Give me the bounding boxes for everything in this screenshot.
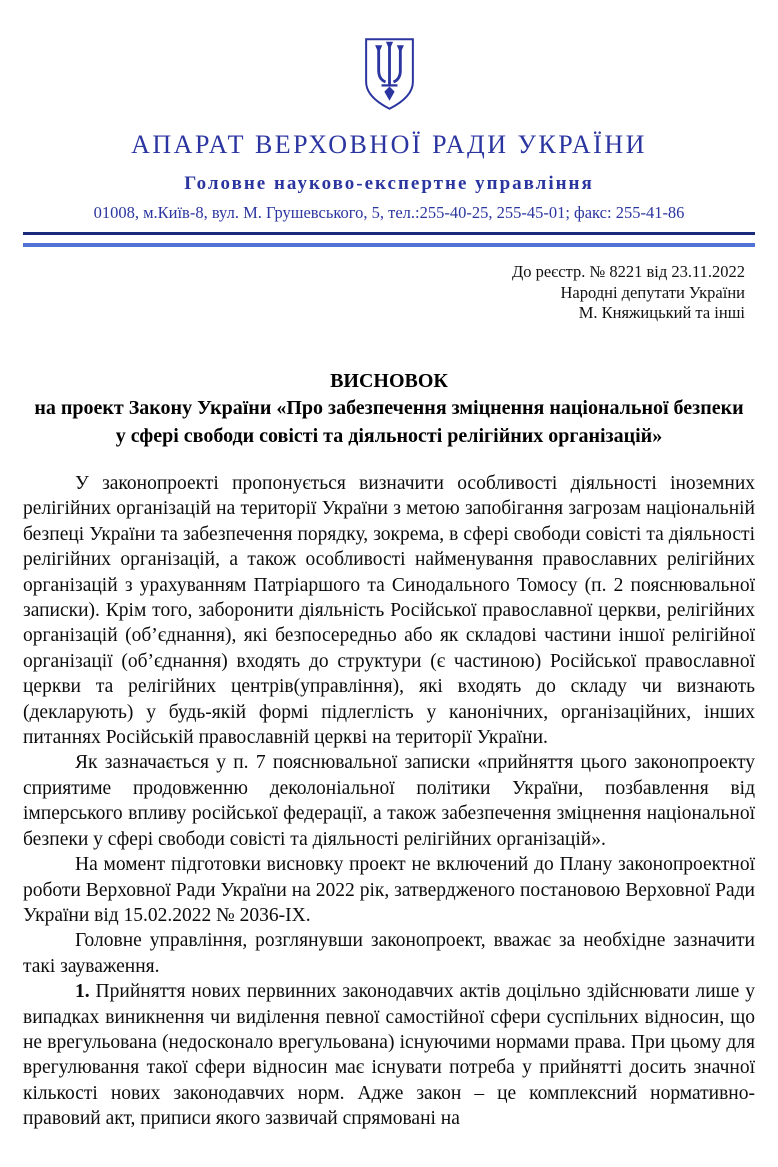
paragraph-text: Прийняття нових первинних законодавчих актів доцільно здійснювати лише у випадках виникнення чи виділення певної самостійної сфери суспільних відносин, що не врегульована (недосконало врегульована) існуючими нормами права. При цьому для врегулювання такої сфери відносин має існувати потреба у прийнятті досить значної кількості нових законодавчих норм. Адже закон – це комплексний нормативно-правовий акт, приписи якого зазвичай спрямовані на [23, 981, 755, 1130]
emblem-container [0, 36, 778, 112]
body-paragraph [23, 979, 755, 1131]
body-paragraph [23, 471, 755, 750]
registration-block [0, 262, 778, 324]
ukraine-trident-emblem-icon [361, 99, 418, 116]
body-paragraph [23, 750, 755, 852]
document-title [33, 368, 745, 451]
body-paragraph [23, 928, 755, 979]
body-paragraph [23, 852, 755, 928]
paragraph-text: Головне управління, розглянувши законопроект, вважає за необхідне зазначити такі зауваження. [23, 930, 755, 977]
document-title-word: ВИСНОВОК [330, 369, 448, 392]
document-title-subject: на проект Закону України «Про забезпечення зміцнення національної безпеки у сфері свободи совісті та діяльності релігійних організацій» [34, 397, 744, 447]
contact-address-line: 01008, м.Київ-8, вул. М. Грушевського, 5, тел.:255-40-25, 255-45-01; факс: 255-41-86 [93, 203, 685, 222]
paragraph-text: На момент підготовки висновку проект не включений до Плану законопроектної роботи Верховної Ради України на 2022 рік, затвердженого постановою Верховної Ради України від 15.02.2022 № 2036-IX. [23, 854, 755, 926]
registration-deputy-line: М. Княжицький та інші [578, 303, 745, 322]
department-name: Головне науково-експертне управління [184, 173, 594, 194]
letterhead [0, 36, 778, 247]
organization-name: АПАРАТ ВЕРХОВНОЇ РАДИ УКРАЇНИ [131, 130, 647, 159]
paragraph-number: 1. [75, 981, 90, 1003]
paragraph-text: У законопроекті пропонується визначити особливості діяльності іноземних релігійних організацій на території України з метою запобігання загрозам національній безпеці України та забезпечення порядку, зокрема, в сфері свободи совісті та діяльності релігійних організацій, а також особливості найменування православних релігійних організацій з урахуванням Патріаршого та Синодального Томосу (п. 2 пояснювальної записки). Крім того, заборонити діяльність Російської православної церкви, релігійних організацій (об’єднання), які безпосередньо або як складові частини іншої релігійної організації (об’єднання) входять до структури (є частиною) Російської православної церкви та релігійних центрів(управління), які входять до складу чи визнають (декларують) у будь-якій формі підлеглість у канонічних, організаційних, інших питаннях Російській православній церкві на території України. [23, 473, 755, 749]
paragraph-text: Як зазначається у п. 7 пояснювальної записки «прийняття цього законопроекту сприятиме продовженню деколоніальної політики України, позбавлення від імперського впливу російської федерації, а також забезпечення зміцнення національної безпеки у сфері свободи совісті та діяльності релігійних організацій». [23, 752, 755, 850]
registration-authors-line: Народні депутати України [560, 282, 745, 302]
registration-number-line: До реєстр. № 8221 від 23.11.2022 [511, 262, 745, 281]
letterhead-divider-rule [23, 232, 755, 247]
document-body [0, 471, 778, 1132]
